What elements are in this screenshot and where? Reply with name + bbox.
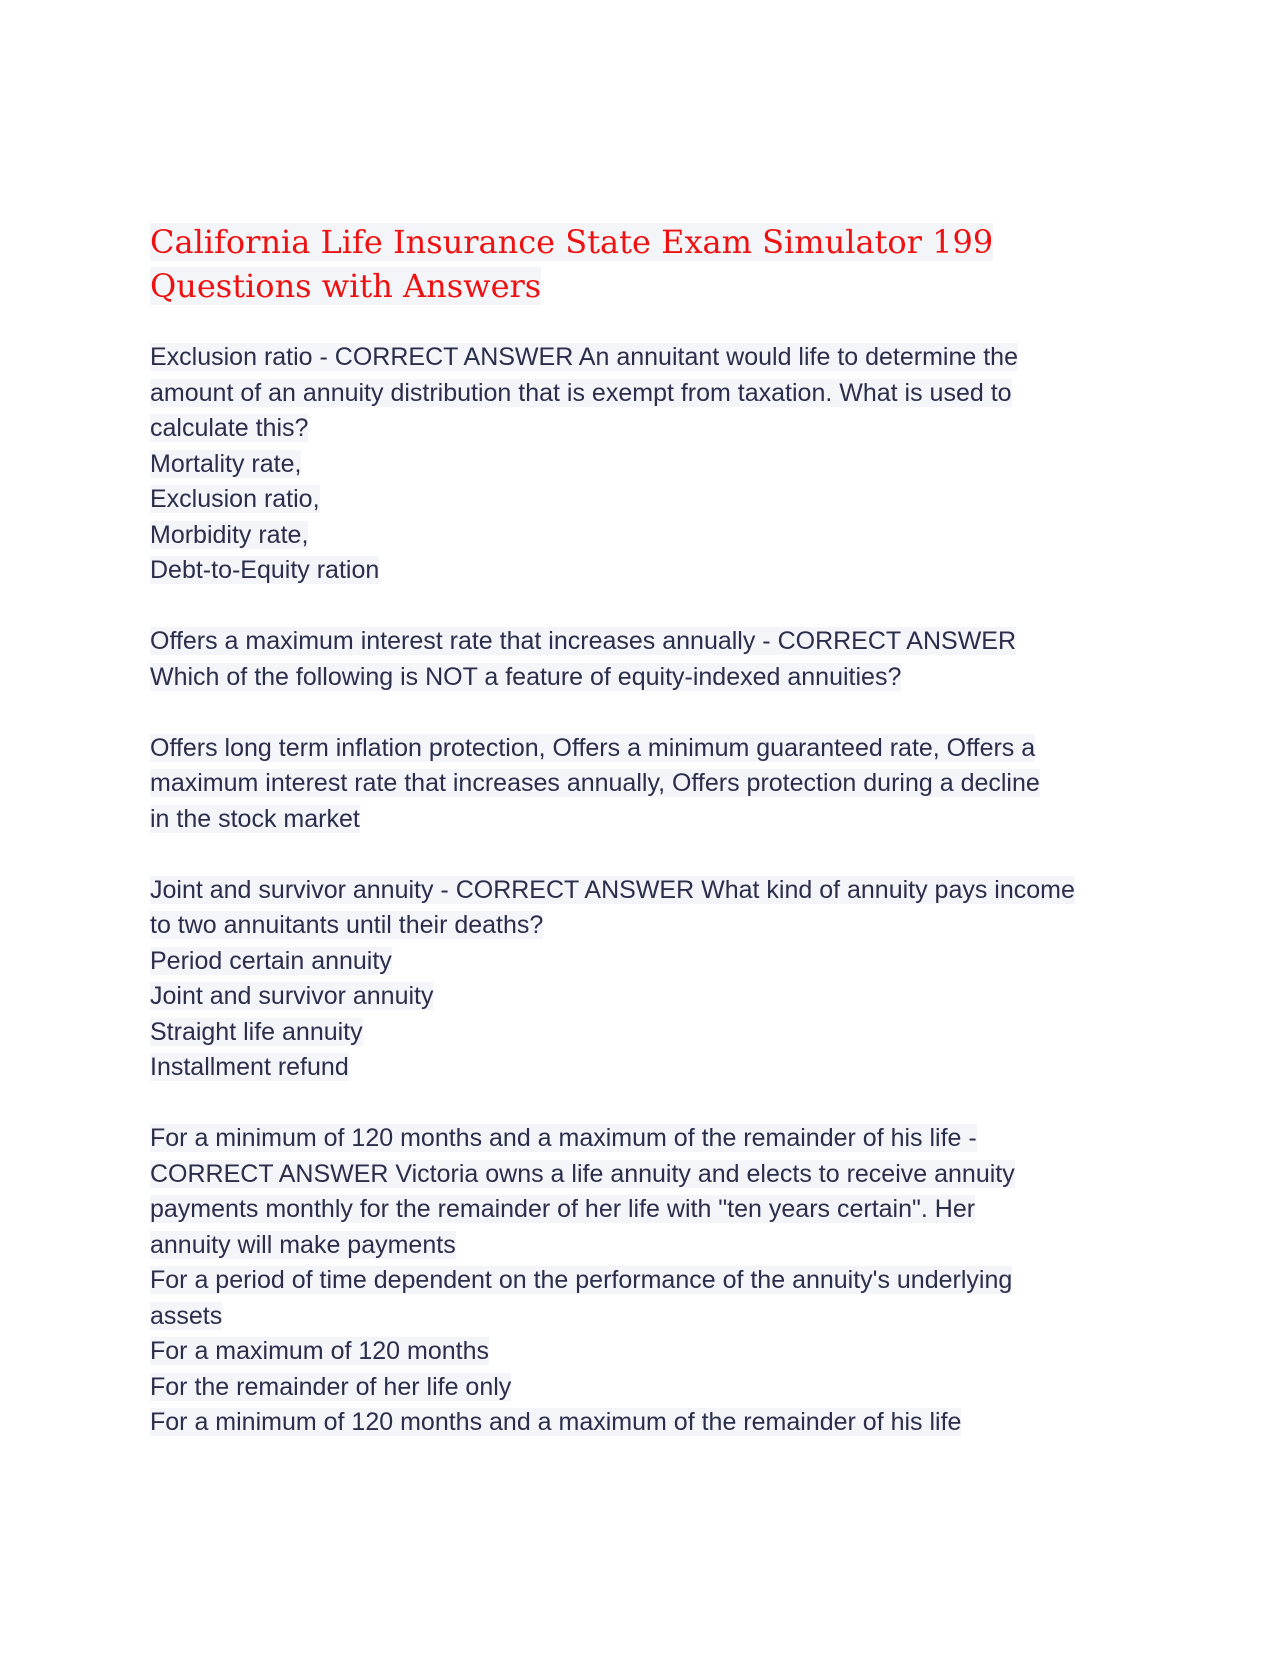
question-4-line: annuity will make payments (150, 1230, 456, 1259)
question-2-options-line: Offers long term inflation protection, Offers a minimum guaranteed rate, Offers a (150, 733, 1036, 762)
question-3-option: Straight life annuity (150, 1017, 363, 1046)
question-1-option: Debt-to-Equity ration (150, 556, 380, 584)
question-2 (150, 624, 1130, 695)
question-1-option: Exclusion ratio, (150, 485, 320, 513)
question-3-option: Installment refund (150, 1053, 349, 1081)
question-4-option: For the remainder of her life only (150, 1372, 512, 1401)
question-3-option: Period certain annuity (150, 946, 392, 975)
question-4-line: CORRECT ANSWER Victoria owns a life annuity and elects to receive annuity (150, 1159, 1015, 1188)
question-3-line: Joint and survivor annuity - CORRECT ANSWER What kind of annuity pays income (150, 875, 1075, 904)
title-line-2: Questions with Answers (150, 267, 542, 305)
question-4-line: payments monthly for the remainder of her life with "ten years certain". Her (150, 1195, 976, 1223)
question-1-option: Morbidity rate, (150, 520, 309, 549)
document-page (150, 220, 1130, 1476)
question-2-line: Offers a maximum interest rate that increases annually - CORRECT ANSWER (150, 627, 1017, 655)
question-1-option: Mortality rate, (150, 449, 302, 478)
question-2-line: Which of the following is NOT a feature of equity-indexed annuities? (150, 662, 902, 691)
question-4-option: For a period of time dependent on the performance of the annuity's underlying (150, 1266, 1013, 1294)
question-4-option: For a minimum of 120 months and a maximum of the remainder of his life (150, 1408, 962, 1436)
title-line-1: California Life Insurance State Exam Simulator 199 (150, 223, 994, 261)
question-1-line: Exclusion ratio - CORRECT ANSWER An annuitant would life to determine the (150, 343, 1018, 371)
question-1-line: amount of an annuity distribution that is exempt from taxation. What is used to (150, 378, 1012, 407)
question-1 (150, 340, 1130, 589)
document-title (150, 220, 1130, 308)
question-3-option: Joint and survivor annuity (150, 982, 434, 1010)
question-4-line: For a minimum of 120 months and a maximum of the remainder of his life - (150, 1124, 977, 1152)
question-1-line: calculate this? (150, 414, 309, 442)
question-4-option: For a maximum of 120 months (150, 1337, 490, 1365)
question-4-option: assets (150, 1301, 223, 1330)
question-4 (150, 1121, 1130, 1441)
question-2-options-line: in the stock market (150, 804, 360, 833)
question-2-options (150, 731, 1130, 838)
question-3 (150, 873, 1130, 1086)
question-2-options-line: maximum interest rate that increases annually, Offers protection during a decline (150, 769, 1040, 797)
question-3-line: to two annuitants until their deaths? (150, 911, 544, 939)
